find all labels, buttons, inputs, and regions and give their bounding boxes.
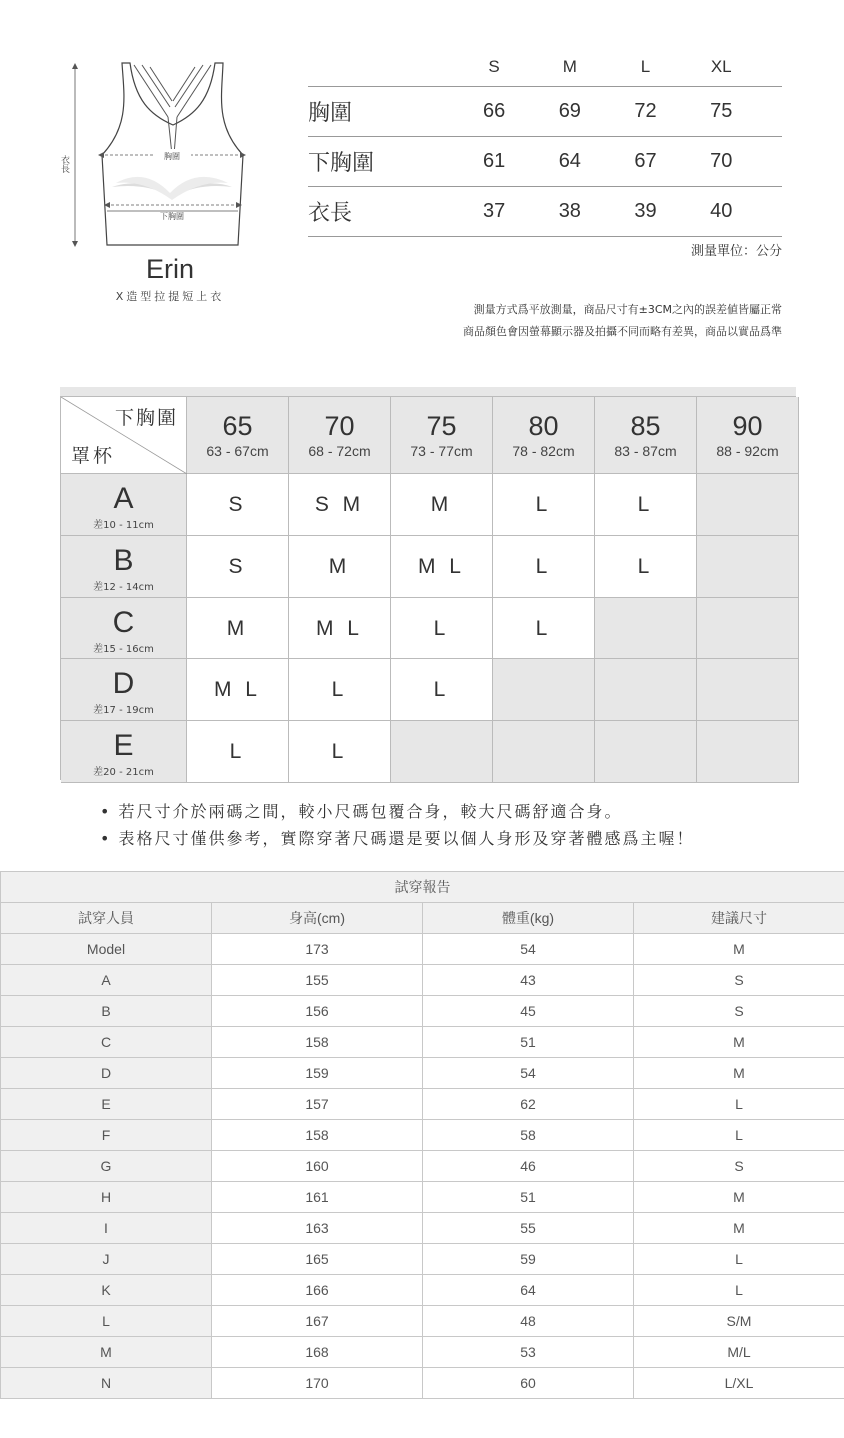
cup-grid-top-bar xyxy=(60,387,796,396)
size-cell: L xyxy=(391,598,493,659)
cup-header-cell xyxy=(61,536,187,598)
tester-name: L xyxy=(1,1306,212,1337)
tester-weight: 48 xyxy=(423,1306,634,1337)
color-note: 商品顏色會因螢幕顯示器及拍攝不同而略有差異，商品以實品爲準 xyxy=(463,325,782,338)
size-cell xyxy=(595,721,697,783)
corner-band-label: 下胸圍 xyxy=(114,407,178,429)
tester-weight: 46 xyxy=(423,1151,634,1182)
tip-bullet: • 若尺寸介於兩碼之間，較小尺碼包覆合身，較大尺碼舒適合身。 xyxy=(100,802,623,821)
suggested-size: M xyxy=(634,1213,844,1244)
tester-name: Model xyxy=(1,934,212,965)
band-value: 70 xyxy=(324,411,355,441)
size-cell: L xyxy=(187,721,289,783)
length-arrow-icon xyxy=(72,63,78,247)
cup-letter: E xyxy=(113,729,134,762)
size-cell xyxy=(697,474,799,536)
band-header-cell xyxy=(493,397,595,474)
size-cell: M xyxy=(187,598,289,659)
size-cell xyxy=(697,659,799,721)
report-row xyxy=(1,1120,844,1151)
cup-difference: 差12 - 14cm xyxy=(93,582,154,593)
size-row-label: 下胸圍 xyxy=(308,137,479,187)
cup-difference: 差10 - 11cm xyxy=(93,520,154,531)
band-range: 63 - 67cm xyxy=(206,443,269,459)
cup-difference: 差15 - 16cm xyxy=(93,644,154,655)
tester-weight: 62 xyxy=(423,1089,634,1120)
size-cell: L xyxy=(493,598,595,659)
band-range: 73 - 77cm xyxy=(410,443,473,459)
tester-name: C xyxy=(1,1027,212,1058)
tester-weight: 51 xyxy=(423,1027,634,1058)
suggested-size: S/M xyxy=(634,1306,844,1337)
band-header-cell xyxy=(391,397,493,474)
tester-weight: 54 xyxy=(423,934,634,965)
tester-name: I xyxy=(1,1213,212,1244)
cup-header-cell xyxy=(61,598,187,659)
report-row xyxy=(1,1244,844,1275)
cup-letter: D xyxy=(112,667,135,700)
band-range: 68 - 72cm xyxy=(308,443,371,459)
report-body xyxy=(1,934,844,1399)
size-cell: M L xyxy=(391,536,493,598)
size-value: 61 xyxy=(479,137,555,187)
cup-header-cell xyxy=(61,659,187,721)
band-value: 80 xyxy=(528,411,559,441)
report-row xyxy=(1,1027,844,1058)
tester-height: 166 xyxy=(212,1275,423,1306)
report-row xyxy=(1,965,844,996)
tester-height: 157 xyxy=(212,1089,423,1120)
suggested-size: M xyxy=(634,1027,844,1058)
cup-letter: C xyxy=(112,606,135,639)
report-row xyxy=(1,1368,844,1399)
size-row-underbust xyxy=(308,137,782,187)
report-header: 試穿人員 xyxy=(1,903,212,934)
length-label: 衣長 xyxy=(59,155,69,173)
size-cell: M L xyxy=(289,598,391,659)
size-row-bust xyxy=(308,87,782,137)
tester-height: 155 xyxy=(212,965,423,996)
tester-weight: 64 xyxy=(423,1275,634,1306)
size-cell: S M xyxy=(289,474,391,536)
size-cell xyxy=(697,598,799,659)
band-header-cell xyxy=(187,397,289,474)
size-cell: M xyxy=(391,474,493,536)
size-value: 64 xyxy=(555,137,631,187)
tester-height: 163 xyxy=(212,1213,423,1244)
size-cell: L xyxy=(289,721,391,783)
product-subtitle: X造型拉提短上衣 xyxy=(115,290,225,303)
size-row-label: 胸圍 xyxy=(308,87,479,137)
size-cell: L xyxy=(595,536,697,598)
tester-weight: 58 xyxy=(423,1120,634,1151)
tester-height: 158 xyxy=(212,1027,423,1058)
report-row xyxy=(1,1089,844,1120)
size-value: 69 xyxy=(555,87,631,137)
suggested-size: S xyxy=(634,965,844,996)
size-col-s: S xyxy=(488,57,500,76)
tester-name: M xyxy=(1,1337,212,1368)
tester-weight: 51 xyxy=(423,1182,634,1213)
tester-weight: 45 xyxy=(423,996,634,1027)
report-header: 身高(cm) xyxy=(212,903,423,934)
size-value: 72 xyxy=(631,87,707,137)
size-value: 40 xyxy=(706,187,782,237)
report-row xyxy=(1,1213,844,1244)
size-cell: L xyxy=(289,659,391,721)
tester-weight: 59 xyxy=(423,1244,634,1275)
tester-height: 160 xyxy=(212,1151,423,1182)
size-value: 66 xyxy=(479,87,555,137)
report-row xyxy=(1,934,844,965)
band-header-cell xyxy=(595,397,697,474)
suggested-size: L xyxy=(634,1089,844,1120)
size-col-l: L xyxy=(640,57,651,76)
report-row xyxy=(1,1337,844,1368)
suggested-size: M xyxy=(634,1182,844,1213)
size-cell: S xyxy=(187,536,289,598)
tester-height: 168 xyxy=(212,1337,423,1368)
band-header-cell xyxy=(289,397,391,474)
size-value: 38 xyxy=(555,187,631,237)
size-cell xyxy=(391,721,493,783)
size-cell xyxy=(595,659,697,721)
cup-header-cell xyxy=(61,474,187,536)
tester-name: G xyxy=(1,1151,212,1182)
cup-letter: A xyxy=(113,482,134,515)
tester-height: 159 xyxy=(212,1058,423,1089)
tester-name: E xyxy=(1,1089,212,1120)
try-on-report-table xyxy=(0,871,844,1399)
band-range: 88 - 92cm xyxy=(716,443,779,459)
band-range: 78 - 82cm xyxy=(512,443,575,459)
cup-difference: 差20 - 21cm xyxy=(93,767,154,778)
size-value: 39 xyxy=(631,187,707,237)
size-cell: L xyxy=(391,659,493,721)
size-col-xl: XL xyxy=(710,57,732,76)
size-cell xyxy=(595,598,697,659)
suggested-size: L xyxy=(634,1275,844,1306)
size-header-empty xyxy=(308,48,479,87)
report-title-row xyxy=(1,872,844,903)
tester-name: F xyxy=(1,1120,212,1151)
report-row xyxy=(1,996,844,1027)
band-range: 83 - 87cm xyxy=(614,443,677,459)
cup-header-cell xyxy=(61,721,187,783)
cup-letter: B xyxy=(113,544,134,577)
tester-name: H xyxy=(1,1182,212,1213)
report-row xyxy=(1,1182,844,1213)
suggested-size: L xyxy=(634,1244,844,1275)
size-header-row xyxy=(308,48,782,87)
cup-size-grid xyxy=(60,396,796,780)
suggested-size: S xyxy=(634,1151,844,1182)
size-row-length xyxy=(308,187,782,237)
tester-name: B xyxy=(1,996,212,1027)
size-cell xyxy=(493,721,595,783)
size-cell xyxy=(697,721,799,783)
report-title: 試穿報告 xyxy=(1,872,844,903)
tester-weight: 53 xyxy=(423,1337,634,1368)
size-cell xyxy=(493,659,595,721)
tester-height: 158 xyxy=(212,1120,423,1151)
band-header-cell xyxy=(697,397,799,474)
report-row xyxy=(1,1275,844,1306)
report-row xyxy=(1,1151,844,1182)
tester-weight: 43 xyxy=(423,965,634,996)
unit-note: 測量單位：公分 xyxy=(690,244,782,259)
size-value: 70 xyxy=(706,137,782,187)
grid-corner-cell xyxy=(61,397,187,474)
size-row-label: 衣長 xyxy=(308,187,479,237)
tester-name: J xyxy=(1,1244,212,1275)
band-value: 85 xyxy=(630,411,661,441)
tester-height: 165 xyxy=(212,1244,423,1275)
tester-height: 167 xyxy=(212,1306,423,1337)
tester-name: N xyxy=(1,1368,212,1399)
report-header: 建議尺寸 xyxy=(634,903,844,934)
report-row xyxy=(1,1058,844,1089)
size-value: 37 xyxy=(479,187,555,237)
size-cell: M L xyxy=(187,659,289,721)
suggested-size: S xyxy=(634,996,844,1027)
garment-diagram xyxy=(50,55,250,255)
tester-name: K xyxy=(1,1275,212,1306)
size-cell: L xyxy=(493,536,595,598)
tester-height: 170 xyxy=(212,1368,423,1399)
measurement-note: 測量方式爲平放測量，商品尺寸有±3CM之內的誤差値皆屬正常 xyxy=(473,303,782,316)
suggested-size: M xyxy=(634,934,844,965)
size-cell: S xyxy=(187,474,289,536)
size-value: 67 xyxy=(631,137,707,187)
report-header: 體重(kg) xyxy=(423,903,634,934)
report-row xyxy=(1,1306,844,1337)
tester-height: 161 xyxy=(212,1182,423,1213)
tester-height: 173 xyxy=(212,934,423,965)
size-cell: M xyxy=(289,536,391,598)
size-cell: L xyxy=(595,474,697,536)
suggested-size: L xyxy=(634,1120,844,1151)
tester-name: D xyxy=(1,1058,212,1089)
size-col-m: M xyxy=(562,57,577,76)
tester-weight: 55 xyxy=(423,1213,634,1244)
suggested-size: M xyxy=(634,1058,844,1089)
cup-difference: 差17 - 19cm xyxy=(93,705,154,716)
tip-bullet: • 表格尺寸僅供參考，實際穿著尺碼還是要以個人身形及穿著體感爲主喔！ xyxy=(100,829,695,848)
product-name: Erin xyxy=(145,254,194,284)
band-value: 65 xyxy=(222,411,253,441)
size-table xyxy=(308,48,782,237)
band-value: 75 xyxy=(426,411,457,441)
report-header-row xyxy=(1,903,844,934)
tester-weight: 54 xyxy=(423,1058,634,1089)
corner-cup-label: 罩杯 xyxy=(71,445,116,467)
tester-weight: 60 xyxy=(423,1368,634,1399)
size-value: 75 xyxy=(706,87,782,137)
tester-height: 156 xyxy=(212,996,423,1027)
band-value: 90 xyxy=(732,411,763,441)
size-cell xyxy=(697,536,799,598)
suggested-size: M/L xyxy=(634,1337,844,1368)
underbust-label: 下胸圍 xyxy=(160,212,184,221)
tester-name: A xyxy=(1,965,212,996)
size-cell: L xyxy=(493,474,595,536)
bust-label: 胸圍 xyxy=(164,152,180,161)
suggested-size: L/XL xyxy=(634,1368,844,1399)
